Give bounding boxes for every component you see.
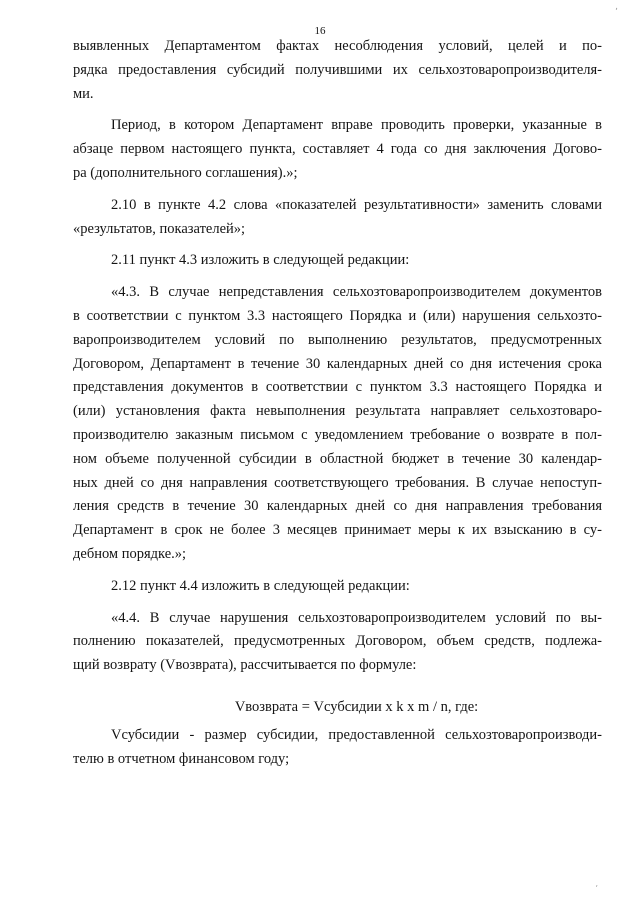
margin-mark: ,	[595, 879, 598, 888]
text-line: выявленных Департаментом фактах несоблюдения условий, целей и по-	[73, 38, 602, 54]
text-line: 2.10 в пункте 4.2 слова «показателей результативности» заменить словами	[111, 196, 602, 213]
paragraph-continuation	[73, 35, 602, 106]
text-line: ра (дополнительного соглашения).»;	[73, 164, 298, 181]
text-line: «результатов, показателей»;	[73, 220, 246, 237]
text-line: Период, в котором Департамент вправе проводить проверки, указанные в	[111, 117, 602, 134]
text-line: Департамент в срок не более 3 месяцев принимает меры к их взысканию в су-	[73, 522, 602, 539]
text-line: телю в отчетном финансовом году;	[73, 750, 290, 767]
text-line: 2.11 пункт 4.3 изложить в следующей редакции:	[111, 252, 410, 269]
text-line: абзаце первом настоящего пункта, составляет 4 года со дня заключения Догово-	[73, 141, 602, 158]
paragraph-inspection-period	[73, 114, 602, 185]
paragraph-subsidy-definition	[73, 724, 602, 772]
text-line: полнению показателей, предусмотренных Договором, объем средств, подлежа-	[73, 633, 602, 650]
text-line: Договором, Департамент в течение 30 календарных дней со дня истечения срока	[73, 355, 602, 372]
text-line: варопроизводителем условий по выполнению результатов, предусмотренных	[73, 331, 602, 348]
text-line: «4.4. В случае нарушения сельхозтоваропроизводителем условий по вы-	[111, 609, 602, 626]
refund-formula: Vвозврата = Vсубсидии x k x m / n, где:	[234, 698, 479, 715]
text-line: Vсубсидии - размер субсидии, предоставленной сельхозтоваропроизводи-	[111, 726, 602, 743]
paragraph-item-2-10	[73, 194, 602, 242]
text-line: щий возврату (Vвозврата), рассчитывается по формуле:	[73, 657, 417, 674]
paragraph-clause-4-4	[73, 607, 602, 678]
paragraph-item-2-11	[73, 249, 602, 273]
text-line: (или) установления факта невыполнения результата направляет сельхозтоваро-	[73, 403, 602, 420]
text-line: 2.12 пункт 4.4 изложить в следующей редакции:	[111, 577, 410, 594]
text-line: ных дней со дня направления соответствующего требования. В случае непоступ-	[73, 474, 602, 491]
text-line: ном объеме полученной субсидии в областной бюджет в течение 30 календар-	[73, 450, 602, 467]
text-line: ми.	[73, 85, 94, 102]
text-line: ления средств в течение 30 календарных дней со дня направления требования	[73, 498, 602, 515]
corner-mark: ,	[615, 2, 620, 12]
text-line: дебном порядке.»;	[73, 545, 187, 562]
text-line: производителю заказным письмом с уведомлением требование о возврате в пол-	[73, 426, 602, 443]
text-line: представления документов в соответствии с пунктом 3.3 настоящего Порядка и	[73, 379, 602, 396]
text-line: рядка предоставления субсидий получившими их сельхозтоваропроизводителя-	[73, 61, 602, 78]
text-line: «4.3. В случае непредставления сельхозтоваропроизводителем документов	[111, 284, 602, 301]
page-number: 16	[314, 25, 326, 37]
document-body	[73, 35, 602, 771]
paragraph-clause-4-3	[73, 281, 602, 567]
text-line: в соответствии с пунктом 3.3 настоящего Порядка и (или) нарушения сельхозто-	[73, 307, 602, 324]
paragraph-item-2-12	[73, 575, 602, 599]
